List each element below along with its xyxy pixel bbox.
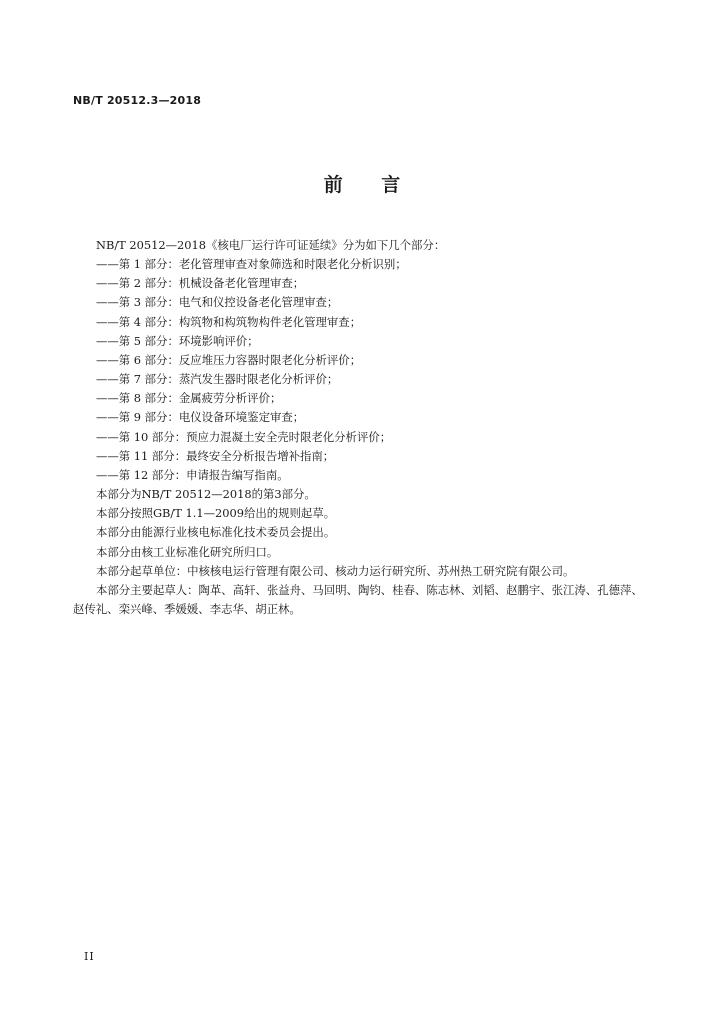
list-item: ——第 12 部分：申请报告编写指南。 (96, 467, 289, 482)
list-item: ——第 7 部分：蒸汽发生器时限老化分析评价； (96, 372, 339, 387)
list-item: ——第 3 部分：电气和仪控设备老化管理审查； (96, 295, 339, 310)
document-body (73, 236, 653, 619)
proposer-statement: 本部分由能源行业核电标准化技术委员会提出。 (96, 525, 336, 540)
centralized-statement: 本部分由核工业标准化研究所归口。 (96, 544, 279, 559)
page-title: 前 言 (323, 174, 417, 196)
list-item: ——第 9 部分：电仪设备环境鉴定审查； (96, 410, 305, 425)
intro-paragraph: NB/T 20512—2018《核电厂运行许可证延续》分为如下几个部分： (96, 238, 446, 252)
main-drafters: 本部分主要起草人：陶革、高轩、张益舟、马回明、陶钧、桂春、陈志林、刘韬、赵鹏宇、张江涛、孔德萍、赵传礼、栾兴峰、季媛媛、李志华、胡正林。 (73, 582, 643, 616)
list-item: ——第 5 部分：环境影响评价； (96, 333, 259, 348)
drafting-rules: 本部分按照GB/T 1.1—2009给出的规则起草。 (96, 506, 336, 521)
list-item: ——第 2 部分：机械设备老化管理审查； (96, 276, 305, 291)
drafting-units: 本部分起草单位：中核核电运行管理有限公司、核动力运行研究所、苏州热工研究院有限公司。 (96, 563, 575, 578)
list-item: ——第 8 部分：金属疲劳分析评价； (96, 391, 282, 406)
list-item: ——第 4 部分：构筑物和构筑物构件老化管理审查； (96, 314, 362, 329)
list-item: ——第 11 部分：最终安全分析报告增补指南； (96, 448, 335, 463)
list-item: ——第 10 部分：预应力混凝土安全壳时限老化分析评价； (96, 429, 392, 444)
page-number: II (84, 950, 95, 963)
list-item: ——第 1 部分：老化管理审查对象筛选和时限老化分析识别； (96, 257, 407, 272)
part-statement: 本部分为NB/T 20512—2018的第3部分。 (96, 487, 316, 502)
list-item: ——第 6 部分：反应堆压力容器时限老化分析评价； (96, 352, 362, 367)
standard-code: NB/T 20512.3—2018 (73, 94, 202, 107)
